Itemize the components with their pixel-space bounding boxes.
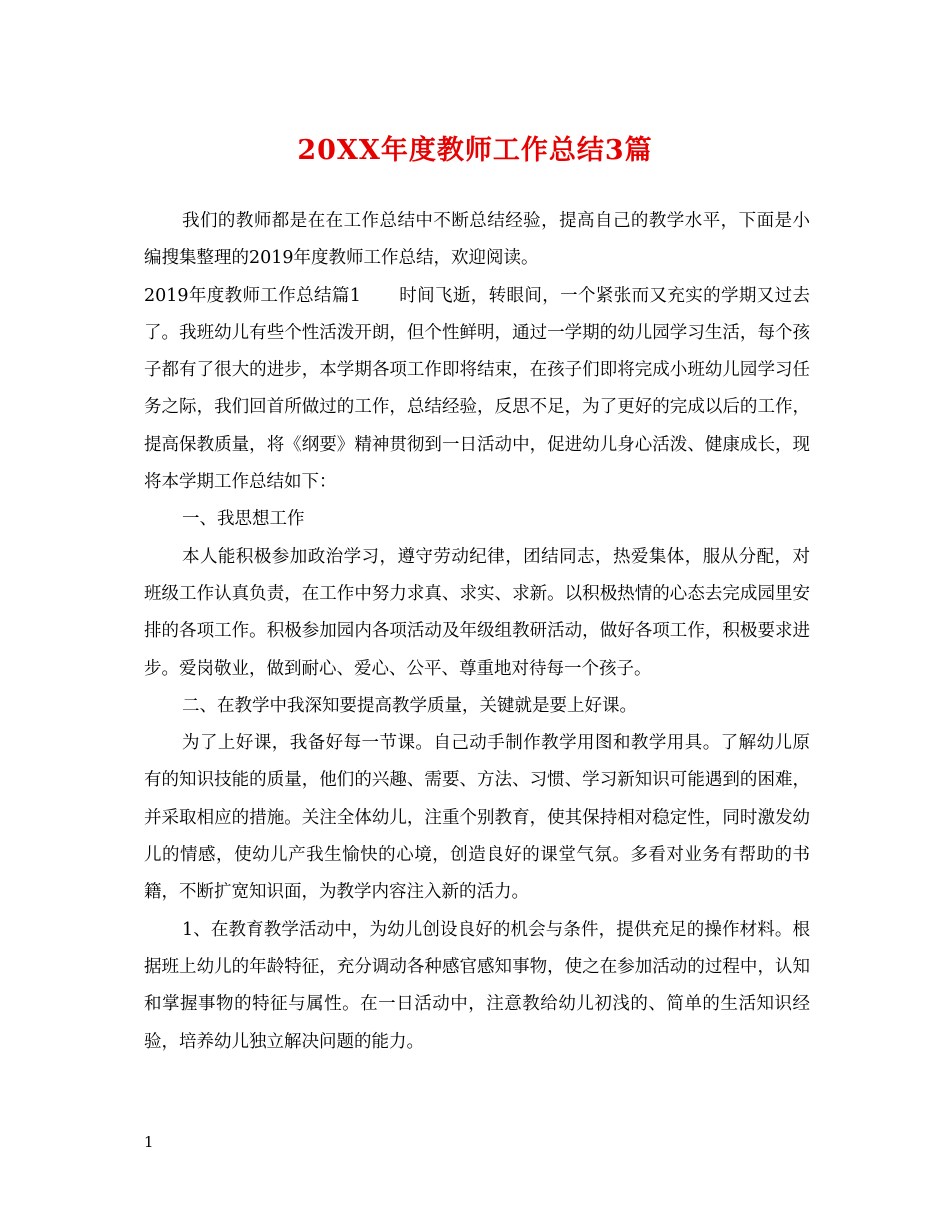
article-opening-paragraph <box>144 278 810 502</box>
article-heading: 2019年度教师工作总结篇1 <box>144 285 361 306</box>
section-2-paragraph: 为了上好课，我备好每一节课。自己动手制作教学用图和教学用具。了解幼儿原有的知识技能的质量，他们的兴趣、需要、方法、习惯、学习新知识可能遇到的困难，并采取相应的措施。关注全体幼儿，注重个别教育，使其保持相对稳定性，同时激发幼儿的情感，使幼儿产我生愉快的心境，创造良好的课堂气氛。多看对业务有帮助的书籍，不断扩宽知识面，为教学内容注入新的活力。 <box>144 733 810 903</box>
document-title: 20XX年度教师工作总结3篇 <box>297 135 653 166</box>
document-body <box>144 203 810 1061</box>
page-number: 1 <box>144 1133 154 1151</box>
section-1-paragraph: 本人能积极参加政治学习，遵守劳动纪律，团结同志，热爱集体，服从分配，对班级工作认真负责，在工作中努力求真、求实、求新。以积极热情的心态去完成园里安排的各项工作。积极参加园内各项活动及年级组教研活动，做好各项工作，积极要求进步。爱岗敬业，做到耐心、爱心、公平、尊重地对待每一个孩子。 <box>144 546 810 679</box>
article-opening-text: 时间飞逝，转眼间，一个紧张而又充实的学期又过去了。我班幼儿有些个性活泼开朗，但个性鲜明，通过一学期的幼儿园学习生活，每个孩子都有了很大的进步，本学期各项工作即将结束，在孩子们即将完成小班幼儿园学习任务之际，我们回首所做过的工作，总结经验，反思不足，为了更好的完成以后的工作，提高保教质量，将《纲要》精神贯彻到一日活动中，促进幼儿身心活泼、健康成长，现将本学期工作总结如下： <box>144 285 810 493</box>
intro-paragraph: 我们的教师都是在在工作总结中不断总结经验，提高自己的教学水平，下面是小编搜集整理的2019年度教师工作总结，欢迎阅读。 <box>144 211 810 269</box>
section-heading-2: 二、在教学中我深知要提高教学质量，关键就是要上好课。 <box>182 695 637 716</box>
section-heading-1: 一、我思想工作 <box>182 509 305 530</box>
item-1-paragraph: 1、在教育教学活动中，为幼儿创设良好的机会与条件，提供充足的操作材料。根据班上幼儿的年龄特征，充分调动各种感官感知事物，使之在参加活动的过程中，认知和掌握事物的特征与属性。在一日活动中，注意教给幼儿初浅的、简单的生活知识经验，培养幼儿独立解决问题的能力。 <box>144 919 810 1052</box>
